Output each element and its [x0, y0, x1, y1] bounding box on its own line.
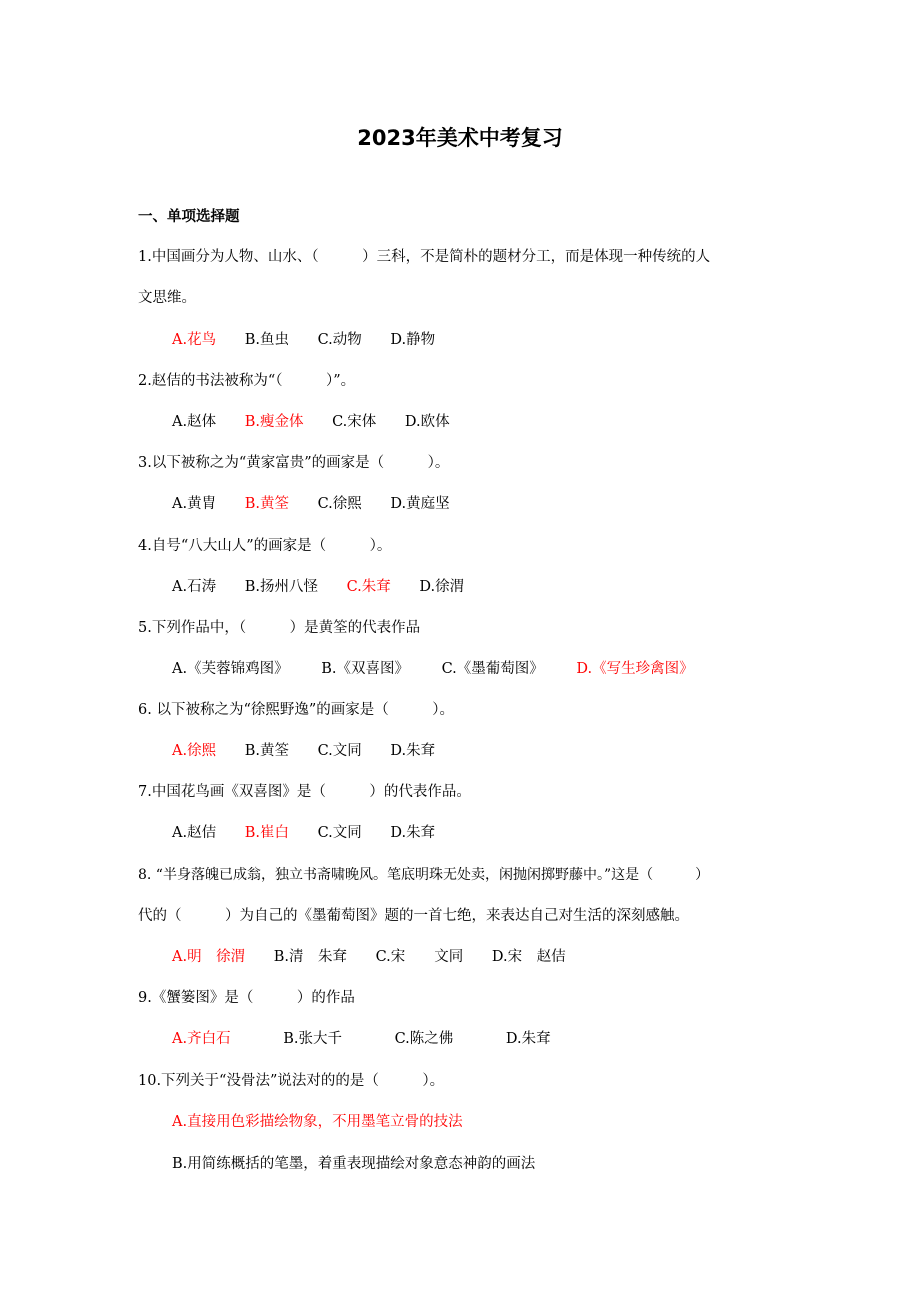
option-c: C.文同	[317, 825, 362, 841]
option-a-answer: A.明 徐渭	[172, 949, 246, 965]
option-row	[172, 412, 450, 432]
option-a-answer: A.徐熙	[172, 743, 217, 759]
option-row	[172, 330, 435, 350]
option-d: D.徐渭	[419, 579, 465, 595]
question-stem-continued: 文思维。	[138, 290, 196, 306]
question-stem: 8. “半身落魄已成翁，独立书斋啸晚风。笔底明珠无处卖，闲抛闲掷野藤中。”这是（ ）	[138, 867, 710, 883]
option-c: C.宋体	[332, 414, 377, 430]
option-a: A.黄胄	[172, 496, 217, 512]
option-row	[172, 823, 435, 843]
question-stem: 10.下列关于“没骨法”说法对的的是（ ）。	[138, 1073, 445, 1089]
option-row	[172, 577, 464, 597]
option-c: C.宋 文同	[375, 949, 464, 965]
option-row	[172, 494, 450, 514]
option-b-answer: B.崔白	[244, 825, 289, 841]
option-c: C.《墨葡萄图》	[441, 661, 544, 677]
option-b: B.清 朱耷	[273, 949, 347, 965]
question-stem: 7.中国花鸟画《双喜图》是（ ）的代表作品。	[138, 784, 471, 800]
option-a-answer: A.齐白石	[172, 1031, 231, 1047]
option-d: D.黄庭坚	[390, 496, 450, 512]
option-d-answer: D.《写生珍禽图》	[576, 661, 694, 677]
section-heading: 一、单项选择题	[138, 209, 240, 225]
option-d: D.朱耷	[505, 1031, 551, 1047]
option-c: C.动物	[317, 332, 362, 348]
option-c: C.徐熙	[317, 496, 362, 512]
question-stem: 5.下列作品中，（ ）是黄筌的代表作品	[138, 620, 421, 636]
option-b: B.张大千	[283, 1031, 342, 1047]
option-d: D.欧体	[404, 414, 450, 430]
option-a-answer: A.直接用色彩描绘物象，不用墨笔立骨的技法	[172, 1114, 463, 1130]
option-a: A.赵体	[172, 414, 217, 430]
page-title: 2023年美术中考复习	[357, 126, 563, 150]
question-stem: 9.《蟹篓图》是（ ）的作品	[138, 990, 355, 1006]
option-row	[172, 1029, 551, 1049]
option-d: D.静物	[390, 332, 436, 348]
question-stem: 6. 以下被称之为“徐熙野逸”的画家是（ ）。	[138, 702, 455, 718]
option-c-answer: C.朱耷	[346, 579, 391, 595]
question-stem: 1.中国画分为人物、山水、（ ）三科，不是简朴的题材分工，而是体现一种传统的人	[138, 249, 711, 265]
option-a: A.石涛	[172, 579, 217, 595]
option-c: C.陈之佛	[394, 1031, 454, 1047]
option-b-answer: B.黄筌	[244, 496, 289, 512]
option-a-answer: A.花鸟	[172, 332, 217, 348]
question-stem-continued: 代的（ ）为自己的《墨葡萄图》题的一首七绝，来表达自己对生活的深刻感触。	[138, 908, 689, 924]
option-row	[172, 741, 435, 761]
option-b: B.《双喜图》	[321, 661, 409, 677]
option-b: B.用简练概括的笔墨，着重表现描绘对象意态神韵的画法	[172, 1156, 536, 1172]
option-a: A.《芙蓉锦鸡图》	[172, 661, 289, 677]
option-b: B.扬州八怪	[244, 579, 318, 595]
option-d: D.朱耷	[390, 825, 436, 841]
question-stem: 3.以下被称之为“黄家富贵”的画家是（ ）。	[138, 455, 450, 471]
option-a: A.赵佶	[172, 825, 217, 841]
option-d: D.宋 赵佶	[491, 949, 566, 965]
question-stem: 2.赵佶的书法被称为“（ ）”。	[138, 373, 356, 389]
option-row	[172, 947, 566, 967]
option-b: B.鱼虫	[244, 332, 289, 348]
option-b-answer: B.瘦金体	[244, 414, 304, 430]
option-d: D.朱耷	[390, 743, 436, 759]
option-b: B.黄筌	[244, 743, 289, 759]
option-c: C.文同	[317, 743, 362, 759]
option-row	[172, 659, 694, 679]
question-stem: 4.自号“八大山人”的画家是（ ）。	[138, 538, 392, 554]
